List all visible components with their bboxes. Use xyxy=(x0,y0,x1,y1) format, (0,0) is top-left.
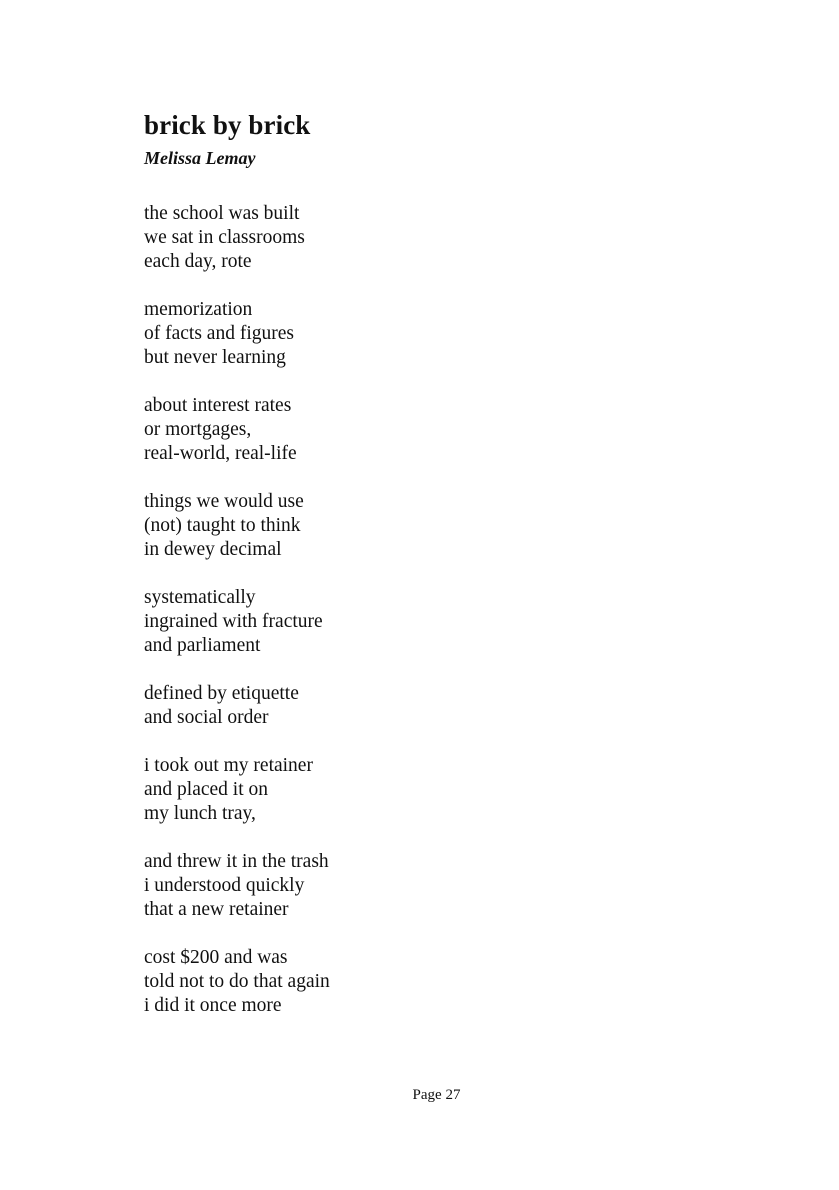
poem-line: real-world, real-life xyxy=(144,443,297,464)
stanza-7 xyxy=(144,754,664,826)
poem-line: i took out my retainer xyxy=(144,755,313,776)
poem-line: ingrained with fracture xyxy=(144,611,323,632)
poem-line: in dewey decimal xyxy=(144,539,282,560)
stanza-2 xyxy=(144,298,664,370)
stanza-3 xyxy=(144,394,664,466)
poem-line: cost $200 and was xyxy=(144,947,288,968)
poem-line: memorization xyxy=(144,299,253,320)
poem-line: of facts and figures xyxy=(144,323,294,344)
poem-line: i understood quickly xyxy=(144,875,305,896)
poem-line: i did it once more xyxy=(144,995,282,1016)
poem-line: or mortgages, xyxy=(144,419,252,440)
poem-line: told not to do that again xyxy=(144,971,330,992)
poem-line: but never learning xyxy=(144,347,286,368)
poem-line: we sat in classrooms xyxy=(144,227,305,248)
stanza-5 xyxy=(144,586,664,658)
poem-line: (not) taught to think xyxy=(144,515,301,536)
poem-line: my lunch tray, xyxy=(144,803,256,824)
stanza-8 xyxy=(144,850,664,922)
poem-line: things we would use xyxy=(144,491,304,512)
page-number: Page 27 xyxy=(412,1087,461,1103)
stanza-9 xyxy=(144,946,664,1018)
poem-author: Melissa Lemay xyxy=(144,148,256,168)
poem-line: systematically xyxy=(144,587,256,608)
poem-line: that a new retainer xyxy=(144,899,289,920)
poem-line: and parliament xyxy=(144,635,261,656)
stanza-6 xyxy=(144,682,664,730)
poem-line: and threw it in the trash xyxy=(144,851,329,872)
poem-title: brick by brick xyxy=(144,110,311,140)
poem-line: about interest rates xyxy=(144,395,292,416)
poem-line: and placed it on xyxy=(144,779,268,800)
poem-line: each day, rote xyxy=(144,251,252,272)
poem-body xyxy=(144,202,664,1042)
stanza-1 xyxy=(144,202,664,274)
poem-line: the school was built xyxy=(144,203,300,224)
poem-line: and social order xyxy=(144,707,269,728)
stanza-4 xyxy=(144,490,664,562)
poem-line: defined by etiquette xyxy=(144,683,299,704)
